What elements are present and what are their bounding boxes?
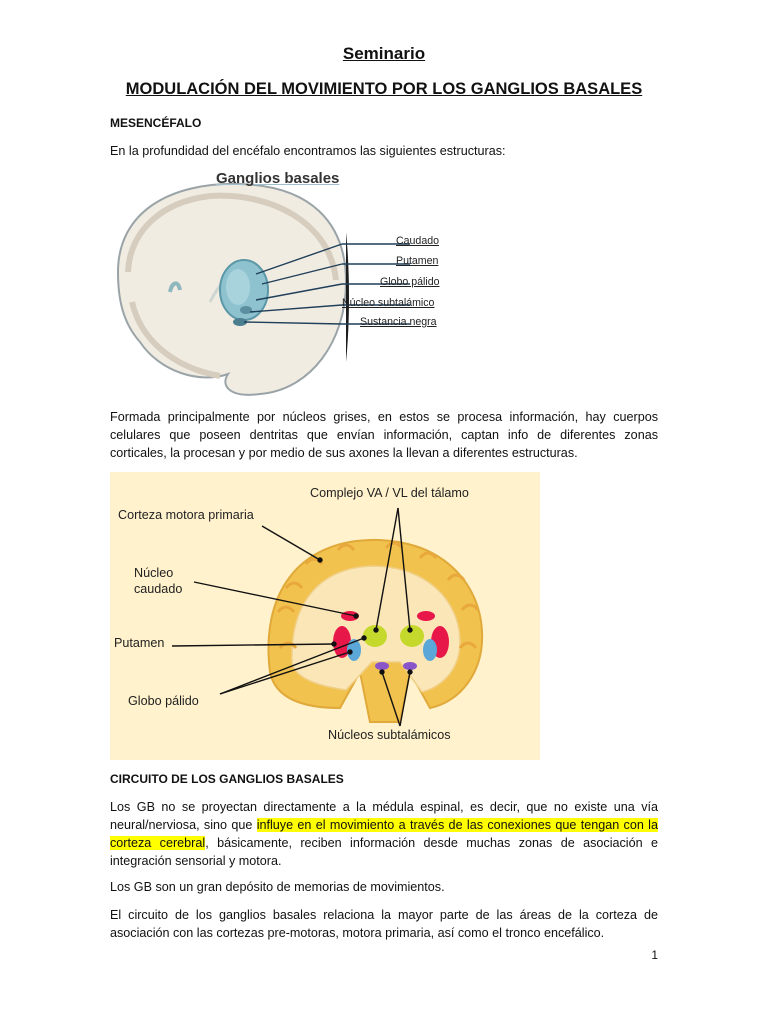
figure-ganglios-basales (110, 162, 546, 400)
para1-text-after: , básicamente, reciben información desde muchas zonas de asociación e integración sensorial y motora. (110, 836, 658, 868)
label-nucleos-subtalamicos: Núcleos subtalámicos (328, 728, 451, 742)
document-subtitle: MODULACIÓN DEL MOVIMIENTO POR LOS GANGLIOS BASALES (125, 80, 643, 98)
section1-paragraph: Formada principalmente por núcleos grises, en estos se procesa información, hay cuerpos celulares que poseen dentritas que envían información, captan info de diferentes zonas corticales, la procesan y por medio de sus axones la llevan a diferentes estructuras. (110, 410, 658, 460)
para1-text-before: Los GB no se proyectan directamente a la médula espinal, es decir, que no existe una vía neural/nerviosa, sino que (110, 800, 658, 832)
label-globo-palido-fig2: Globo pálido (128, 694, 199, 708)
label-corteza-motora: Corteza motora primaria (118, 508, 254, 522)
section1-intro: En la profundidad del encéfalo encontramos las siguientes estructuras: (110, 144, 506, 158)
label-complejo-va-vl: Complejo VA / VL del tálamo (310, 486, 469, 500)
label-globo-palido: Globo pálido (380, 276, 440, 288)
section2-paragraph-1 (110, 798, 658, 870)
page-number: 1 (651, 948, 658, 962)
label-putamen: Putamen (396, 255, 439, 267)
section-heading-mesencefalo: MESENCÉFALO (110, 116, 202, 130)
document-title: Seminario (342, 44, 426, 63)
label-sustancia-negra: Sustancia negra (360, 316, 437, 328)
label-nucleo-subtalamico: Núcleo subtalámico (342, 297, 435, 309)
section-heading-circuito: CIRCUITO DE LOS GANGLIOS BASALES (110, 772, 344, 786)
figure-basal-ganglia-coronal (110, 472, 540, 760)
brain-section-illustration (110, 162, 546, 400)
label-putamen-fig2: Putamen (114, 636, 165, 650)
section2-paragraph-3: El circuito de los ganglios basales relaciona la mayor parte de las áreas de la corteza de asociación con las cortezas pre-motoras, motora primaria, así como el tronco encefálico. (110, 908, 658, 940)
para1-highlight: influye en el movimiento a través de las conexiones que tengan con la corteza cerebral (110, 818, 658, 850)
label-caudado: Caudado (396, 235, 440, 247)
figure1-title: Ganglios basales (216, 170, 340, 187)
label-nucleo-caudado-2: caudado (134, 582, 183, 596)
label-nucleo-caudado-1: Núcleo (134, 566, 174, 580)
section2-paragraph-2: Los GB son un gran depósito de memorias de movimientos. (110, 880, 445, 894)
